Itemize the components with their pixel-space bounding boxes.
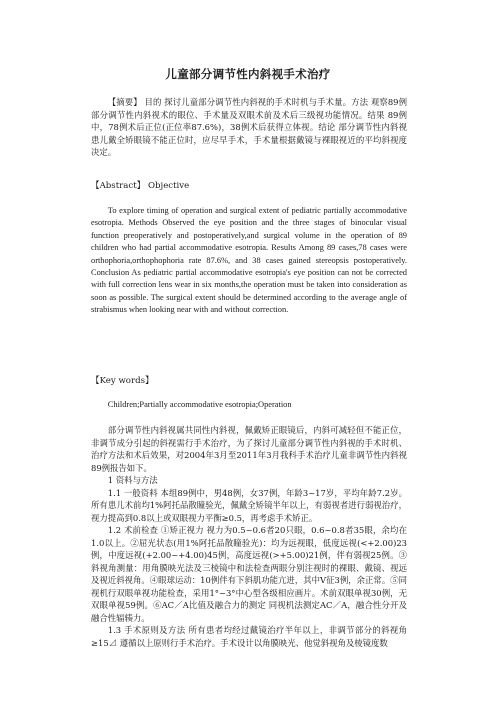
intro-paragraph: 部分调节性内斜视属共同性内斜视，佩戴矫正眼镜后，内斜可减轻但不能正位，非调节成分引起的斜视需行手术治疗，为了探讨儿童部分调节性内斜视的手术时机、治疗方法和术后效果，对2004年3月至2011年3月我科手术治疗儿童非调节性内斜视89例报告如下。 bbox=[91, 425, 407, 473]
paragraph-1-3: 1.3 手术原则及方法 所有患者均经过戴镜治疗半年以上，非调节部分的斜视角≥15⊿ 遵循以上原则行手术治疗。手术设计以角膜映光、他觉斜视角及棱镜度数 bbox=[91, 625, 407, 648]
body-text bbox=[91, 424, 407, 649]
abstract-cn-text: 【摘要】 目的 探讨儿童部分调节性内斜视的手术时机与手术量。方法 观察89例部分调节性内斜视术的眼位、手术量及双眼术前及术后三级视功能情况。结果 89例中，78例术后正位(正位率87.6%)，38例术后获得立体视。结论 部分调节性内斜视患儿戴全矫眼镜不能正位时，应尽早手术，手术量根据戴镜与裸眼视近的平均斜视度决定。 bbox=[91, 97, 407, 157]
english-abstract bbox=[91, 205, 407, 317]
keywords-heading: 【Key words】 bbox=[91, 376, 154, 386]
article-title: 儿童部分调节性内斜视手术治疗 bbox=[165, 67, 331, 81]
abstract-en-text: To explore timing of operation and surgical extent of pediatric partially accommodative esotropia. Methods Observed the eye position and the three stages of binocular visual function preoperatively and postoperatively,and surgical volume in the operation of 89 children who had partial accommodative esotropia. Results Among 89 cases,78 cases were orthophoria,orthophophoria rate 87.6%, and 38 cases gained stereopsis postoperatively. Conclusion As pediatric partial accommodative esotropia's eye position can not be corrected with full correction lens wear in six months,the operation must be taken into consideration as soon as possible. The surgical extent should be determined according to the average angle of strabismus when looking near with and without correction. bbox=[91, 206, 407, 315]
chinese-abstract bbox=[91, 96, 407, 159]
paragraph-1-2: 1.2 术前检查 ①矫正视力 视力为0.5~0.6者20只眼，0.6~0.8者35眼，余均在1.0以上。②屈光状态(用1%阿托品散瞳验光)：均为远视眼，低度远视(<+2.00)23例，中度远视(+2.00~+4.00)45例，高度远视(>+5.00)21例，伴有弱视25例。③斜视角测量：用角膜映光法及三棱镜中和法检查两眼分别注视时的裸眼、戴镜、视远及视近斜视角。④眼球运动：10例伴有下斜肌功能亢进，其中V征3例，余正常。⑤同视机行双眼单视功能检查，采用1°~3°中心型各级相应画片。术前双眼单视30例，无双眼单视59例。⑥AC／A比值及融合力的测定 同视机法测定AC／A，融合性分开及融合性辐辏力。 bbox=[91, 525, 407, 623]
paragraph-1-1: 1.1 一般资料 本组89例中，男48例，女37例，年龄3~17岁，平均年龄7.2岁。所有患儿术前均1%阿托品散瞳验光，佩戴全矫镜半年以上，有弱视者进行弱视治疗，视力提高到0.8以上或双眼视力平衡≥0.5，再考虑手术矫正。 bbox=[91, 487, 407, 523]
keywords-block bbox=[91, 399, 407, 411]
section-heading-materials-methods: 1 资料与方法 bbox=[107, 475, 158, 485]
keywords-text: Children;Partially accommodative esotropia;Operation bbox=[107, 400, 292, 409]
abstract-en-heading: 【Abstract】 Objective bbox=[91, 181, 190, 191]
